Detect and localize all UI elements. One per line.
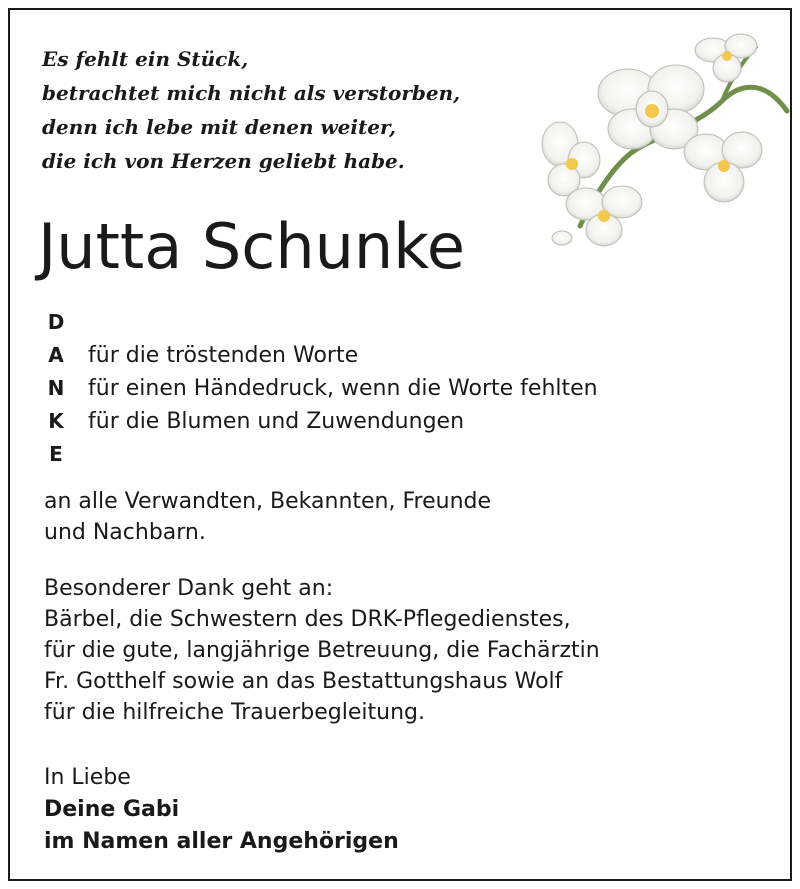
thanks-line: und Nachbarn. bbox=[44, 520, 206, 545]
danke-text: für einen Händedruck, wenn die Worte fehlten bbox=[88, 376, 598, 401]
danke-text: für die tröstenden Worte bbox=[88, 343, 359, 368]
danke-text: für die Blumen und Zuwendungen bbox=[88, 409, 465, 434]
danke-letter: E bbox=[49, 442, 63, 466]
signature-block bbox=[44, 762, 399, 858]
special-thanks-line: für die hilfreiche Trauerbegleitung. bbox=[44, 700, 425, 725]
danke-letter: N bbox=[47, 376, 65, 400]
special-thanks-line: Bärbel, die Schwestern des DRK-Pflegedienstes, bbox=[44, 607, 571, 632]
deceased-name: Jutta Schunke bbox=[38, 210, 466, 283]
signer-name: Deine Gabi bbox=[44, 797, 180, 822]
memorial-poem bbox=[42, 42, 460, 178]
signer-family: im Namen aller Angehörigen bbox=[44, 829, 399, 854]
danke-letter: K bbox=[48, 409, 64, 433]
special-thanks-line: für die gute, langjährige Betreuung, die Fachärztin bbox=[44, 638, 600, 663]
poem-line: Es fehlt ein Stück, bbox=[42, 47, 249, 71]
poem-line: betrachtet mich nicht als verstorben, bbox=[42, 81, 461, 105]
poem-line: denn ich lebe mit denen weiter, bbox=[42, 115, 397, 139]
obituary-card bbox=[8, 8, 792, 881]
special-thanks-line: Fr. Gotthelf sowie an das Bestattungshaus Wolf bbox=[44, 669, 563, 694]
danke-letter: D bbox=[47, 310, 65, 334]
thanks-to-block bbox=[44, 486, 491, 548]
orchid-flower-icon bbox=[532, 16, 792, 256]
closing-text: In Liebe bbox=[44, 765, 131, 790]
poem-line: die ich von Herzen geliebt habe. bbox=[42, 149, 405, 173]
thanks-line: an alle Verwandten, Bekannten, Freunde bbox=[44, 489, 492, 514]
special-thanks-block bbox=[44, 573, 600, 728]
danke-letter: A bbox=[48, 343, 64, 367]
special-thanks-line: Besonderer Dank geht an: bbox=[44, 576, 334, 601]
